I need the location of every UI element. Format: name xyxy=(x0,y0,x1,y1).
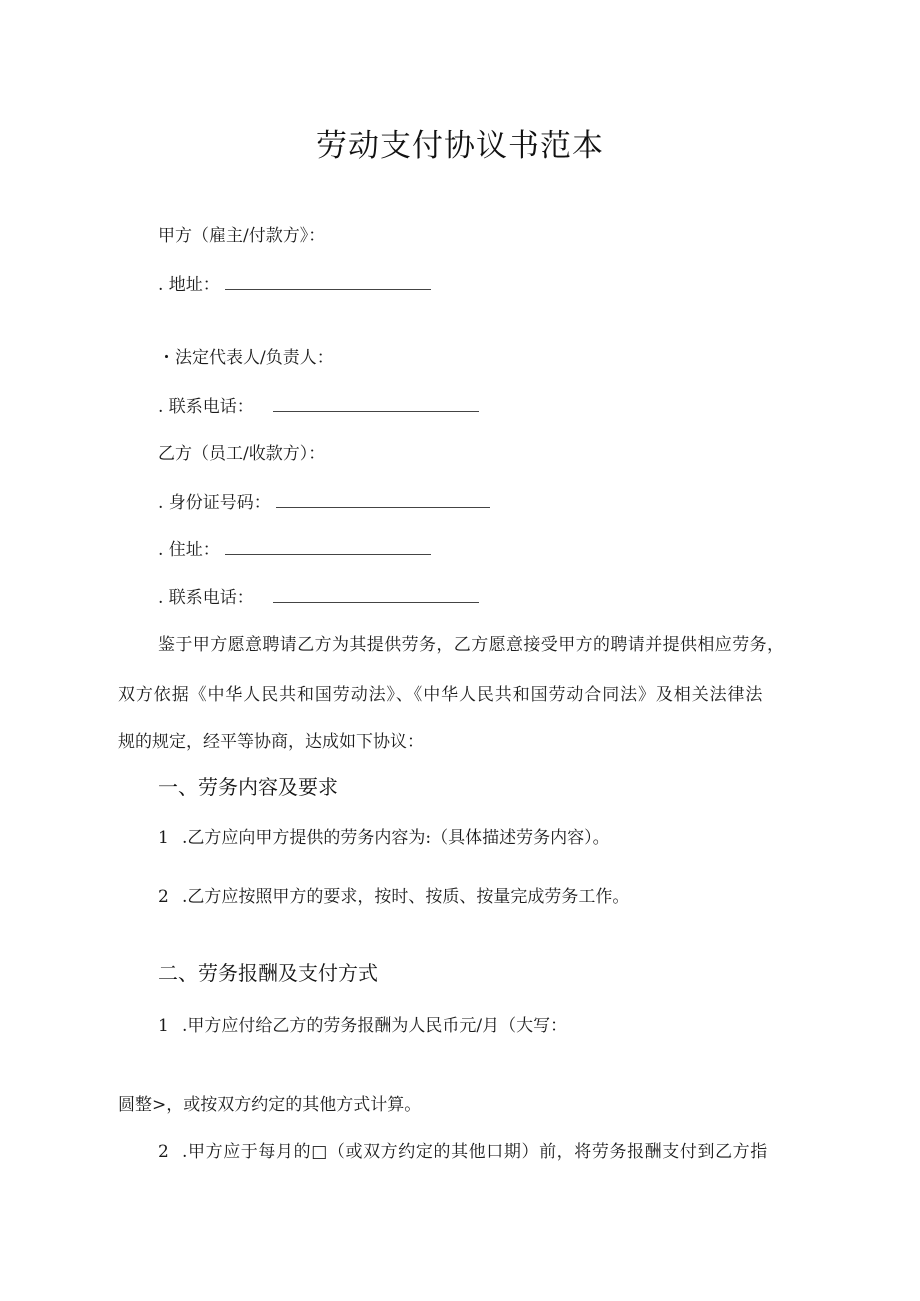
party-b-residence-blank xyxy=(225,538,431,555)
section-2-heading: 二、劳务报酬及支付方式 xyxy=(158,961,378,985)
preamble-line-1: 鉴于甲方愿意聘请乙方为其提供劳务，乙方愿意接受甲方的聘请并提供相应劳务， xyxy=(158,635,785,655)
section-1-item-1-text: .乙方应向甲方提供的劳务内容为:（具体描述劳务内容）。 xyxy=(182,828,610,848)
section-2-item-1-continuation: 圆整>，或按双方约定的其他方式计算。 xyxy=(118,1095,422,1115)
party-a-address-blank xyxy=(225,273,431,290)
section-1-item-2-text: .乙方应按照甲方的要求，按时、按质、按量完成劳务工作。 xyxy=(182,887,630,907)
party-b-label: 乙方（员工/收款方）： xyxy=(158,444,326,464)
party-a-address-row xyxy=(158,273,431,297)
party-b-phone-row xyxy=(158,586,479,610)
party-a-phone-label: . 联系电话： xyxy=(158,397,254,417)
section-2-item-2 xyxy=(158,1140,768,1164)
section-1-item-2 xyxy=(158,885,629,909)
section-2-item-2-text: .甲方应于每月的□（或双方约定的其他口期）前，将劳务报酬支付到乙方指 xyxy=(182,1142,768,1162)
party-b-residence-row xyxy=(158,538,431,562)
party-b-id-blank xyxy=(276,491,490,508)
party-a-label: 甲方（雇主/付款方》： xyxy=(158,226,326,246)
section-2-item-1-text: .甲方应付给乙方的劳务报酬为人民币元/月（大写： xyxy=(182,1016,568,1036)
party-a-phone-row xyxy=(158,395,479,419)
section-2-item-1 xyxy=(158,1014,567,1038)
party-a-address-label: . 地址： xyxy=(158,275,220,295)
party-b-residence-label: . 住址： xyxy=(158,540,220,560)
party-b-id-label: . 身份证号码： xyxy=(158,493,271,513)
party-b-phone-blank xyxy=(273,586,479,603)
document-title: 劳动支付协议书范本 xyxy=(316,128,604,164)
preamble-line-3: 规的规定，经平等协商，达成如下协议： xyxy=(118,732,424,752)
party-a-representative-label: ・法定代表人/负责人： xyxy=(158,348,334,368)
party-b-id-row xyxy=(158,491,490,515)
section-2-item-1-number: 1 xyxy=(158,1016,169,1036)
section-1-heading: 一、劳务内容及要求 xyxy=(158,775,338,799)
section-1-item-1 xyxy=(158,826,610,850)
party-b-phone-label: . 联系电话： xyxy=(158,588,254,608)
preamble-line-2: 双方依据《中华人民共和国劳动法》、《中华人民共和国劳动合同法》及相关法律法 xyxy=(118,685,764,705)
section-1-item-2-number: 2 xyxy=(158,887,169,907)
section-2-item-2-number: 2 xyxy=(158,1142,170,1162)
party-a-phone-blank xyxy=(273,395,479,412)
section-1-item-1-number: 1 xyxy=(158,828,169,848)
